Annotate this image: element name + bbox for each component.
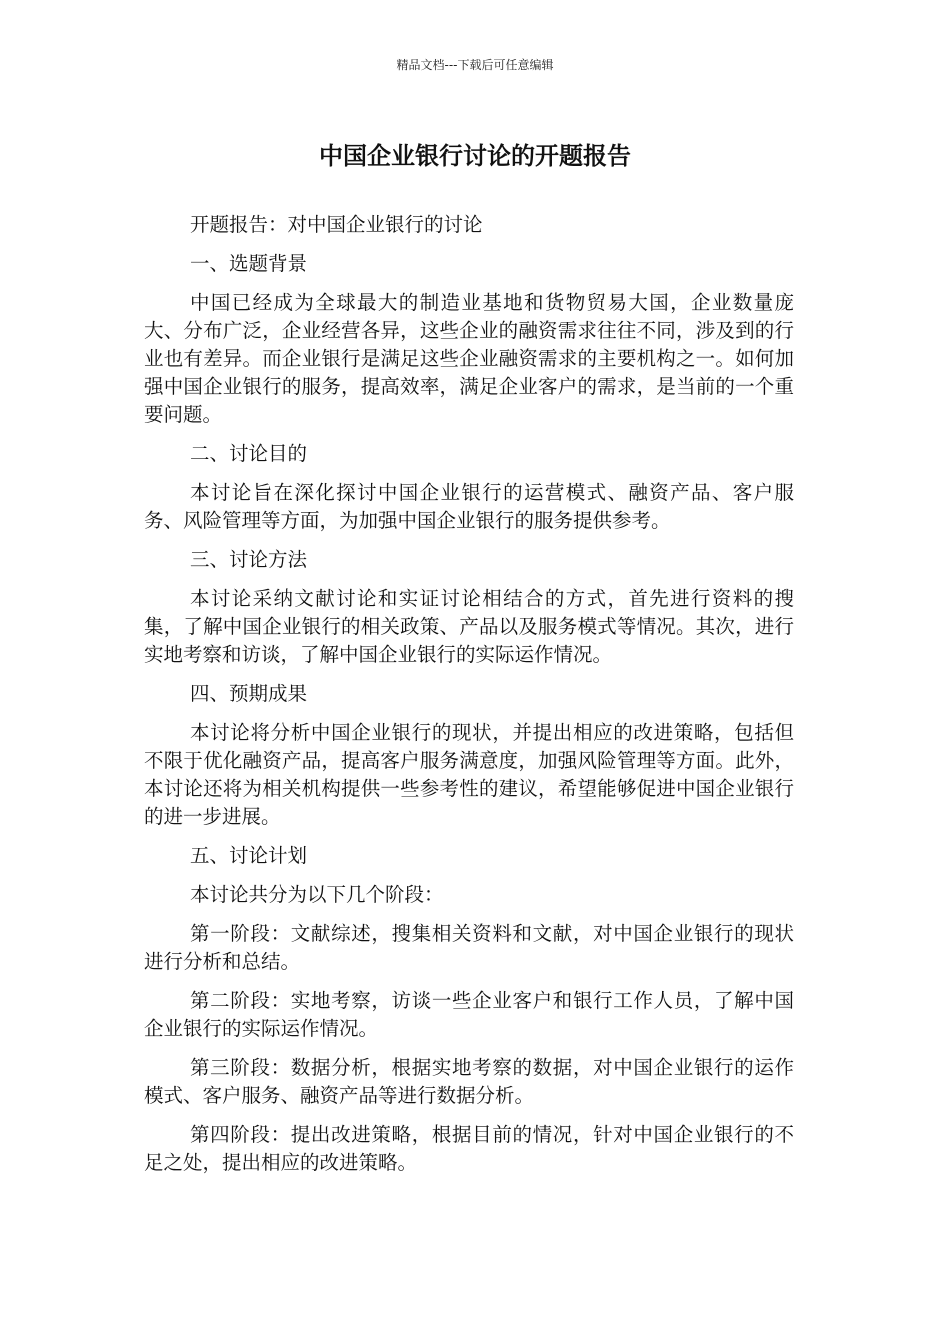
paragraph-stage-1: 第一阶段：文献综述，搜集相关资料和文献，对中国企业银行的现状进行分析和总结。 bbox=[144, 922, 794, 973]
header-note: 精品文档---下载后可任意编辑 bbox=[396, 58, 554, 72]
paragraph-stage-4: 第四阶段：提出改进策略，根据目前的情况，针对中国企业银行的不足之处，提出相应的改进策略。 bbox=[144, 1123, 794, 1174]
paragraph-background: 中国已经成为全球最大的制造业基地和货物贸易大国，企业数量庞大、分布广泛，企业经营各异，这些企业的融资需求往往不同，涉及到的行业也有差异。而企业银行是满足这些企业融资需求的主要机构之一。如何加强中国企业银行的服务，提高效率，满足企业客户的需求，是当前的一个重要问题。 bbox=[144, 291, 794, 426]
section-heading-background: 一、选题背景 bbox=[190, 252, 308, 275]
document-title: 中国企业银行讨论的开题报告 bbox=[319, 142, 631, 170]
paragraph-method: 本讨论采纳文献讨论和实证讨论相结合的方式，首先进行资料的搜集，了解中国企业银行的相关政策、产品以及服务模式等情况。其次，进行实地考察和访谈，了解中国企业银行的实际运作情况。 bbox=[144, 587, 794, 666]
section-heading-method: 三、讨论方法 bbox=[190, 548, 308, 571]
paragraph-outcomes: 本讨论将分析中国企业银行的现状，并提出相应的改进策略，包括但不限于优化融资产品，提高客户服务满意度，加强风险管理等方面。此外，本讨论还将为相关机构提供一些参考性的建议，希望能够促进中国企业银行的进一步进展。 bbox=[144, 721, 794, 828]
report-subtitle: 开题报告：对中国企业银行的讨论 bbox=[190, 213, 483, 236]
paragraph-plan-intro: 本讨论共分为以下几个阶段： bbox=[190, 883, 444, 906]
paragraph-stage-3: 第三阶段：数据分析，根据实地考察的数据，对中国企业银行的运作模式、客户服务、融资产品等进行数据分析。 bbox=[144, 1056, 794, 1107]
section-heading-purpose: 二、讨论目的 bbox=[190, 442, 308, 465]
document-body bbox=[144, 211, 794, 1188]
section-heading-plan: 五、讨论计划 bbox=[190, 844, 308, 867]
paragraph-stage-2: 第二阶段：实地考察，访谈一些企业客户和银行工作人员，了解中国企业银行的实际运作情况。 bbox=[144, 989, 794, 1040]
paragraph-purpose: 本讨论旨在深化探讨中国企业银行的运营模式、融资产品、客户服务、风险管理等方面，为加强中国企业银行的服务提供参考。 bbox=[144, 481, 794, 532]
section-heading-outcomes: 四、预期成果 bbox=[190, 682, 308, 705]
